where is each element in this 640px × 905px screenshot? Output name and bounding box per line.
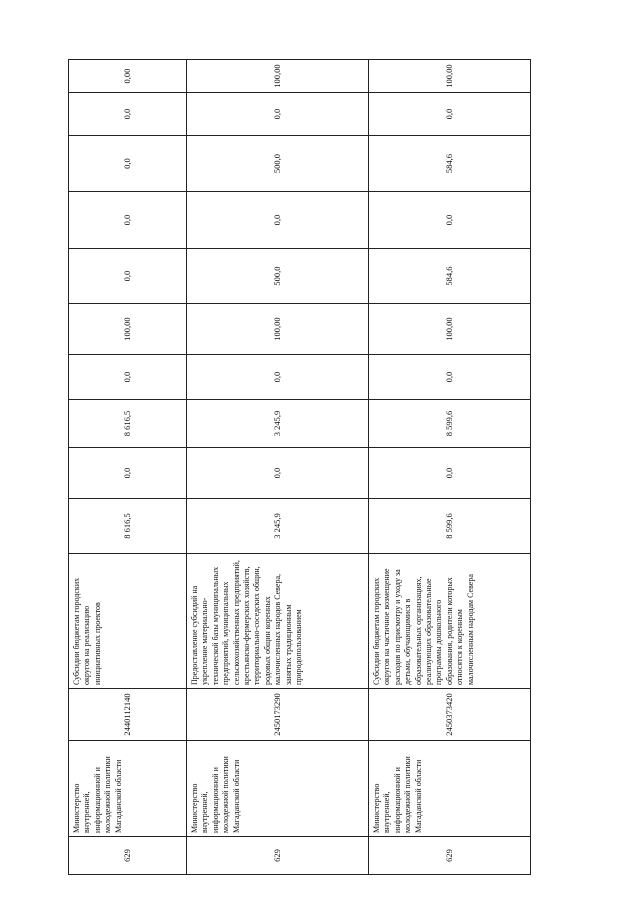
value-cell: 100,00 xyxy=(369,304,531,355)
ministry-cell: Министерство внутренней, информационной и молодежной политики Магаданской области xyxy=(69,741,187,837)
ministry-cell: Министерство внутренней, информационной и молодежной политики Магаданской области xyxy=(369,741,531,837)
value-cell: 3 245,9 xyxy=(187,499,369,554)
value-cell: 0,0 xyxy=(369,355,531,400)
value-cell: 0,0 xyxy=(187,93,369,136)
table-row xyxy=(69,60,187,875)
value-cell: 0,0 xyxy=(69,136,187,192)
value-cell: 100,00 xyxy=(187,304,369,355)
value-cell: 0,0 xyxy=(369,93,531,136)
csr-cell: 2440112140 xyxy=(69,689,187,741)
value-cell: 584,6 xyxy=(369,136,531,192)
csr-cell: 2450373420 xyxy=(369,689,531,741)
table-row xyxy=(369,60,531,875)
csr-cell: 2450173290 xyxy=(187,689,369,741)
code-cell: 629 xyxy=(69,837,187,875)
value-cell: 0,0 xyxy=(369,448,531,499)
code-cell: 629 xyxy=(187,837,369,875)
value-cell: 100,00 xyxy=(187,60,369,93)
description-cell: Субсидии бюджетам городских округов на реализацию инициативных проектов xyxy=(69,554,187,689)
value-cell: 8 616,5 xyxy=(69,400,187,448)
value-cell: 584,6 xyxy=(369,249,531,304)
ministry-cell: Министерство внутренней, информационной и молодежной политики Магаданской области xyxy=(187,741,369,837)
description-cell: Предоставление субсидий на укрепление материально-технической базы муниципальных предприятий, муниципальных сельскохозяйственных предприятий, крестьянско-фермерских хозяйств, территориально-соседских общин, родовых общин коренных малочисленных народов Севера, занятых традиционным природопользованием xyxy=(187,554,369,689)
value-cell: 0,0 xyxy=(187,192,369,249)
value-cell: 0,0 xyxy=(69,249,187,304)
table-row xyxy=(187,60,369,875)
value-cell: 8 599,6 xyxy=(369,499,531,554)
budget-table xyxy=(68,59,531,875)
description-cell: Субсидии бюджетам городских округов на частичное возмещение расходов по присмотру и уходу за детьми, обучающимися в образовательных организациях, реализующих образовательные программы дошкольного образования, родители которых относятся к коренным малочисленным народам Севера xyxy=(369,554,531,689)
value-cell: 0,0 xyxy=(69,93,187,136)
value-cell: 8 616,5 xyxy=(69,499,187,554)
code-cell: 629 xyxy=(369,837,531,875)
value-cell: 8 599,6 xyxy=(369,400,531,448)
value-cell: 100,00 xyxy=(69,304,187,355)
value-cell: 0,0 xyxy=(187,355,369,400)
value-cell: 0,0 xyxy=(187,448,369,499)
value-cell: 100,00 xyxy=(369,60,531,93)
value-cell: 500,0 xyxy=(187,136,369,192)
value-cell: 500,0 xyxy=(187,249,369,304)
value-cell: 0,0 xyxy=(69,355,187,400)
value-cell: 0,00 xyxy=(69,60,187,93)
value-cell: 3 245,9 xyxy=(187,400,369,448)
value-cell: 0,0 xyxy=(69,192,187,249)
value-cell: 0,0 xyxy=(369,192,531,249)
rotated-table-container xyxy=(68,60,530,875)
value-cell: 0,0 xyxy=(69,448,187,499)
